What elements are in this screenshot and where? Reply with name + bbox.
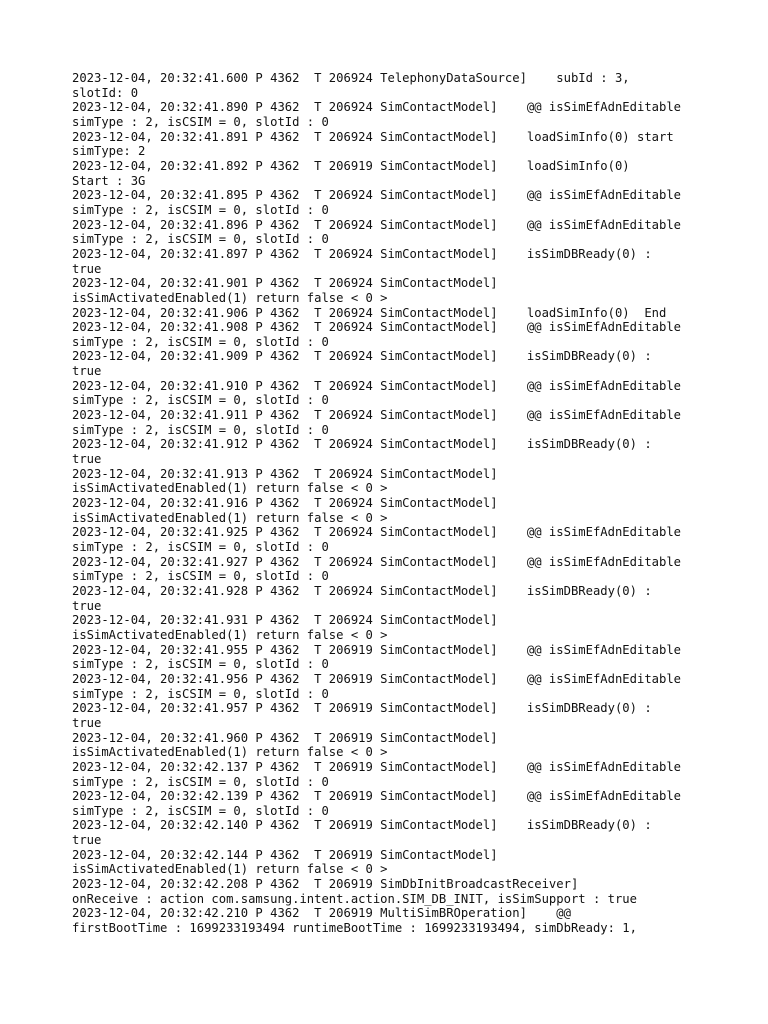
log-line: 2023-12-04, 20:32:41.911 P 4362 T 206924 SimContactModel] @@ isSimEfAdnEditable (72, 408, 682, 423)
log-line: 2023-12-04, 20:32:41.912 P 4362 T 206924 SimContactModel] isSimDBReady(0) : (72, 437, 652, 452)
log-line: 2023-12-04, 20:32:41.908 P 4362 T 206924 SimContactModel] @@ isSimEfAdnEditable (72, 320, 682, 335)
log-line: simType: 2 (72, 144, 146, 159)
log-line: true (72, 364, 102, 379)
log-line: simType : 2, isCSIM = 0, slotId : 0 (72, 232, 329, 247)
log-line: true (72, 261, 102, 276)
log-line: 2023-12-04, 20:32:41.957 P 4362 T 206919 SimContactModel] isSimDBReady(0) : (72, 701, 652, 716)
log-line: onReceive : action com.samsung.intent.action.SIM_DB_INIT, isSimSupport : true (72, 891, 637, 906)
log-line: 2023-12-04, 20:32:42.137 P 4362 T 206919 SimContactModel] @@ isSimEfAdnEditable (72, 759, 682, 774)
log-line: 2023-12-04, 20:32:41.927 P 4362 T 206924 SimContactModel] @@ isSimEfAdnEditable (72, 554, 682, 569)
log-line: true (72, 833, 102, 848)
log-line: true (72, 715, 102, 730)
log-line: simType : 2, isCSIM = 0, slotId : 0 (72, 202, 329, 217)
log-line: 2023-12-04, 20:32:42.208 P 4362 T 206919 SimDbInitBroadcastReceiver] (72, 877, 579, 892)
log-line: 2023-12-04, 20:32:42.140 P 4362 T 206919 SimContactModel] isSimDBReady(0) : (72, 818, 652, 833)
log-line: 2023-12-04, 20:32:42.144 P 4362 T 206919 SimContactModel] (72, 847, 498, 862)
log-line: 2023-12-04, 20:32:41.955 P 4362 T 206919 SimContactModel] @@ isSimEfAdnEditable (72, 642, 682, 657)
log-line: 2023-12-04, 20:32:41.901 P 4362 T 206924 SimContactModel] (72, 276, 498, 291)
log-line: simType : 2, isCSIM = 0, slotId : 0 (72, 686, 329, 701)
log-line: simType : 2, isCSIM = 0, slotId : 0 (72, 803, 329, 818)
log-line: 2023-12-04, 20:32:41.913 P 4362 T 206924 SimContactModel] (72, 466, 498, 481)
log-line: 2023-12-04, 20:32:41.931 P 4362 T 206924 SimContactModel] (72, 613, 498, 628)
log-line: 2023-12-04, 20:32:41.925 P 4362 T 206924 SimContactModel] @@ isSimEfAdnEditable (72, 525, 682, 540)
log-line: 2023-12-04, 20:32:42.210 P 4362 T 206919 MultiSimBROperation] @@ (72, 906, 571, 921)
log-line: isSimActivatedEnabled(1) return false < 0 > (72, 290, 388, 305)
log-line: 2023-12-04, 20:32:41.892 P 4362 T 206919 SimContactModel] loadSimInfo(0) (72, 158, 630, 173)
log-text-block (72, 71, 752, 936)
log-line: isSimActivatedEnabled(1) return false < 0 > (72, 862, 388, 877)
log-line: 2023-12-04, 20:32:41.916 P 4362 T 206924 SimContactModel] (72, 496, 498, 511)
log-line: simType : 2, isCSIM = 0, slotId : 0 (72, 540, 329, 554)
log-line: true (72, 452, 102, 467)
log-line: 2023-12-04, 20:32:41.891 P 4362 T 206924 SimContactModel] loadSimInfo(0) start (72, 129, 674, 144)
log-line: 2023-12-04, 20:32:41.928 P 4362 T 206924 SimContactModel] isSimDBReady(0) : (72, 583, 652, 598)
log-line: 2023-12-04, 20:32:41.897 P 4362 T 206924 SimContactModel] isSimDBReady(0) : (72, 246, 652, 261)
log-line: 2023-12-04, 20:32:41.909 P 4362 T 206924 SimContactModel] isSimDBReady(0) : (72, 349, 652, 364)
log-line: slotId: 0 (72, 85, 139, 100)
log-line: 2023-12-04, 20:32:41.890 P 4362 T 206924 SimContactModel] @@ isSimEfAdnEditable (72, 100, 682, 115)
log-line: firstBootTime : 1699233193494 runtimeBootTime : 1699233193494, simDbReady: 1, (72, 921, 637, 936)
log-line: isSimActivatedEnabled(1) return false < 0 > (72, 510, 388, 525)
log-line: isSimActivatedEnabled(1) return false < 0 > (72, 481, 388, 496)
log-line: 2023-12-04, 20:32:41.960 P 4362 T 206919 SimContactModel] (72, 730, 498, 745)
log-line: 2023-12-04, 20:32:41.910 P 4362 T 206924 SimContactModel] @@ isSimEfAdnEditable (72, 378, 682, 393)
log-line: 2023-12-04, 20:32:41.600 P 4362 T 206924 TelephonyDataSource] subId : 3, (72, 71, 630, 85)
log-line: simType : 2, isCSIM = 0, slotId : 0 (72, 393, 329, 408)
log-line: 2023-12-04, 20:32:41.896 P 4362 T 206924 SimContactModel] @@ isSimEfAdnEditable (72, 217, 682, 232)
log-line: simType : 2, isCSIM = 0, slotId : 0 (72, 657, 329, 672)
log-line: simType : 2, isCSIM = 0, slotId : 0 (72, 422, 329, 437)
log-line: true (72, 598, 102, 613)
log-line: 2023-12-04, 20:32:41.906 P 4362 T 206924 SimContactModel] loadSimInfo(0) End (72, 305, 667, 320)
log-line: simType : 2, isCSIM = 0, slotId : 0 (72, 774, 329, 789)
log-line: 2023-12-04, 20:32:41.956 P 4362 T 206919 SimContactModel] @@ isSimEfAdnEditable (72, 671, 682, 686)
log-line: simType : 2, isCSIM = 0, slotId : 0 (72, 334, 329, 349)
log-line: simType : 2, isCSIM = 0, slotId : 0 (72, 114, 329, 129)
log-line: Start : 3G (72, 173, 146, 188)
log-line: isSimActivatedEnabled(1) return false < 0 > (72, 627, 388, 642)
log-line: simType : 2, isCSIM = 0, slotId : 0 (72, 569, 329, 584)
log-line: isSimActivatedEnabled(1) return false < 0 > (72, 745, 388, 760)
log-line: 2023-12-04, 20:32:42.139 P 4362 T 206919 SimContactModel] @@ isSimEfAdnEditable (72, 789, 682, 804)
log-line: 2023-12-04, 20:32:41.895 P 4362 T 206924 SimContactModel] @@ isSimEfAdnEditable (72, 188, 682, 203)
